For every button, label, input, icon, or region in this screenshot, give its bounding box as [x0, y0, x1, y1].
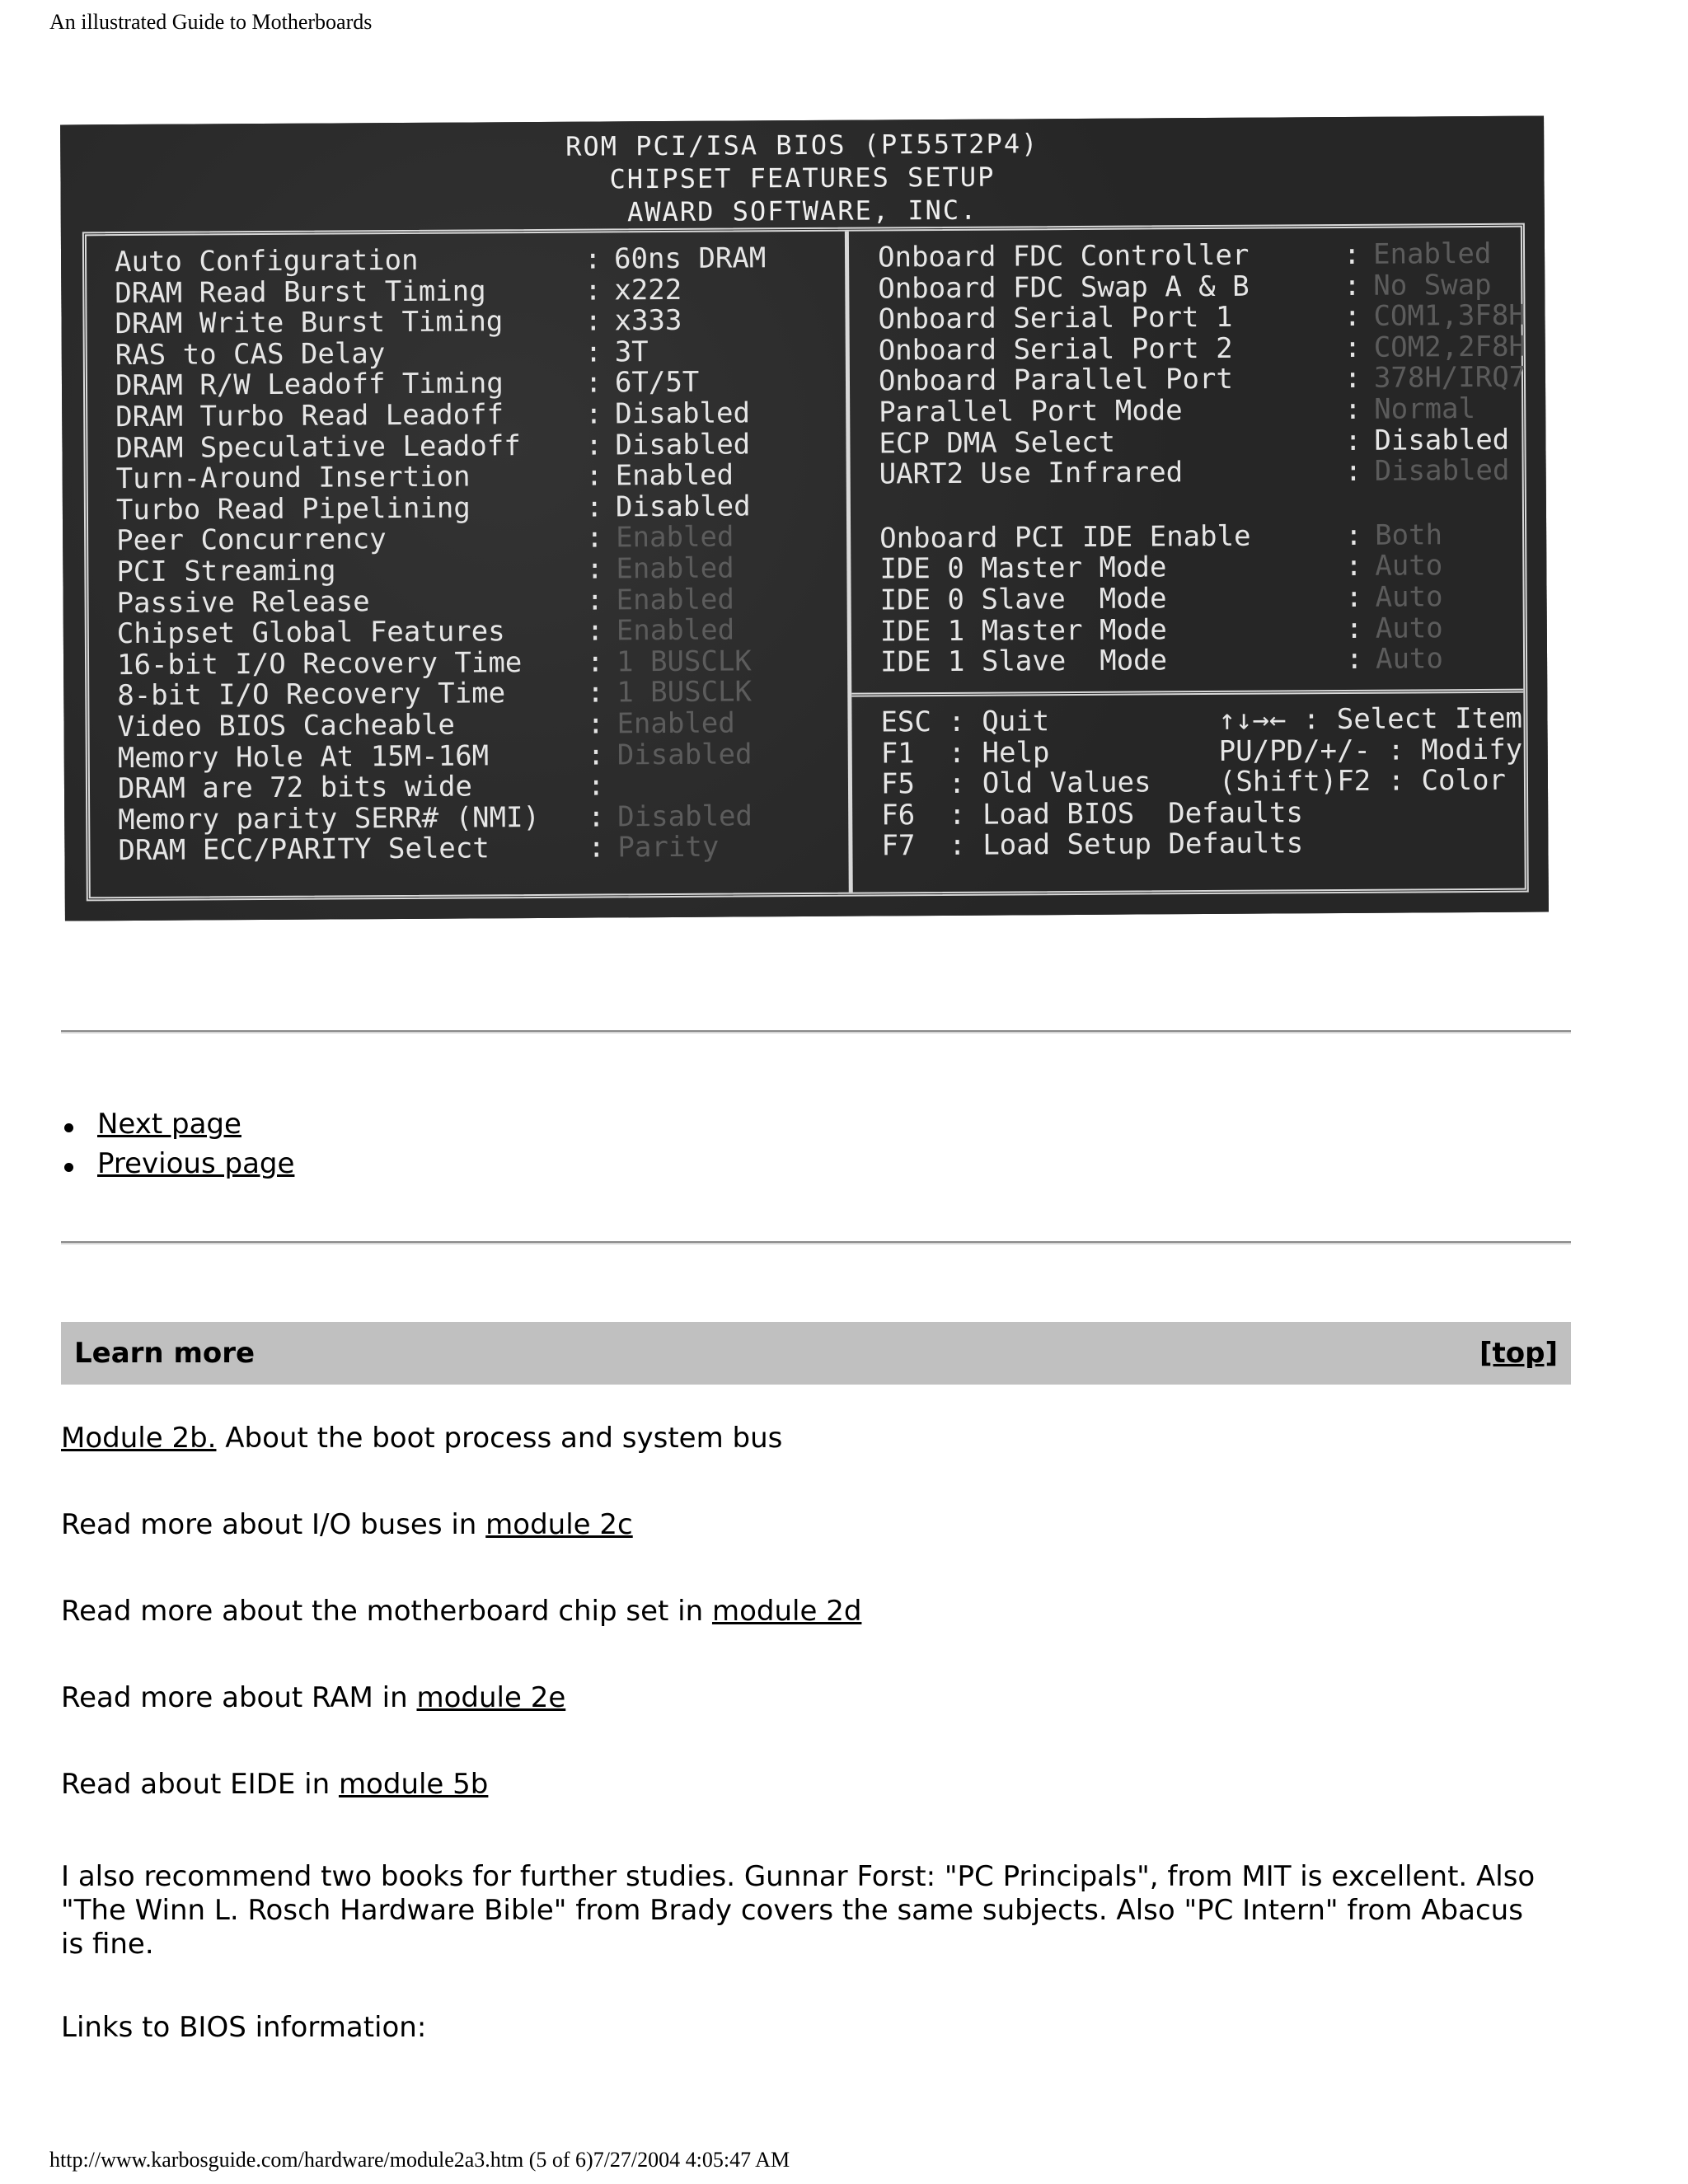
bios-setting-label: 8-bit I/O Recovery Time [117, 677, 506, 713]
bios-setting-label: DRAM Read Burst Timing [115, 274, 486, 310]
bios-setting-value: Auto [1375, 642, 1444, 676]
bios-key-hint: (Shift)F2 : Color [1218, 763, 1507, 799]
learn-more-bar [61, 1322, 1571, 1385]
bios-key-hint: ESC : Quit [880, 705, 1050, 739]
bios-colon: : [586, 583, 604, 617]
bios-setting-label: Memory Hole At 15M-16M [117, 738, 490, 775]
bios-right-column [878, 238, 1557, 678]
bios-setting-label: DRAM Speculative Leadoff [115, 429, 521, 465]
bios-colon: : [584, 242, 602, 276]
bios-setting-row [118, 832, 799, 867]
bios-setting-value: Auto [1375, 580, 1443, 614]
bios-setting-value: 1 BUSCLK [616, 644, 752, 679]
bios-setting-value: COM2,2F8H [1373, 330, 1526, 364]
bios-setting-value: Disabled [615, 396, 751, 431]
bios-setting-label: Turbo Read Pipelining [115, 491, 471, 527]
bios-setting-label: Video BIOS Cacheable [117, 708, 456, 744]
bios-colon: : [585, 459, 603, 493]
paragraph-text: Read more about I/O buses in [61, 1508, 486, 1541]
bios-colon: : [587, 707, 605, 741]
top-link[interactable]: [top] [1479, 1337, 1558, 1370]
bios-setting-value: Enabled [615, 458, 734, 493]
bios-setting-label: Memory parity SERR# (NMI) [118, 800, 541, 837]
bios-colon: : [1343, 362, 1362, 396]
bios-colon: : [584, 366, 603, 400]
bios-colon: : [1345, 518, 1362, 552]
bios-colon: : [586, 614, 604, 648]
bios-key-hint: F6 : Load BIOS Defaults [881, 796, 1304, 832]
bios-setting-value: 60ns DRAM [613, 241, 767, 276]
bios-setting-label: DRAM ECC/PARITY Select [118, 832, 490, 868]
next-page-link[interactable]: Next page [97, 1108, 241, 1141]
bios-setting-label: 16-bit I/O Recovery Time [116, 645, 523, 682]
bios-setting-row [880, 644, 1557, 679]
bios-divider-horizontal [851, 689, 1523, 697]
bios-setting-value: Disabled [1374, 453, 1510, 488]
bios-setting-value: Enabled [616, 551, 734, 586]
bios-setting-value: No Swap [1373, 268, 1492, 302]
bios-colon: : [584, 335, 603, 369]
bios-setting-label: RAS to CAS Delay [115, 336, 386, 372]
paragraph-io-buses [61, 1508, 1545, 1542]
bios-key-hint: PU/PD/+/- : Modify [1218, 733, 1523, 768]
print-footer: http://www.karbosguide.com/hardware/module2a3.htm (5 of 6)7/27/2004 4:05:47 AM [49, 2148, 790, 2172]
bios-setting-value: 3T [614, 335, 649, 369]
paragraph-bios-links: Links to BIOS information: [61, 2011, 427, 2044]
bios-key-hint: F5 : Old Values [880, 766, 1151, 801]
bios-colon: : [588, 800, 605, 834]
bios-colon: : [585, 490, 603, 524]
bios-colon: : [586, 645, 604, 679]
bios-key-help [880, 701, 1532, 863]
bios-colon: : [1344, 424, 1362, 457]
bios-colon: : [584, 274, 602, 307]
paragraph-text: Read more about RAM in [61, 1681, 417, 1714]
bios-title-line: AWARD SOFTWARE, INC. [626, 194, 978, 228]
bios-colon: : [1345, 550, 1362, 583]
print-header: An illustrated Guide to Motherboards [49, 10, 373, 34]
bios-setting-row [115, 274, 795, 310]
bios-key-hint [1219, 796, 1532, 829]
module-2c-link[interactable]: module 2c [485, 1508, 633, 1541]
bios-setting-label: Turn-Around Insertion [115, 460, 471, 496]
bios-screenshot [60, 116, 1549, 921]
bios-setting-value: Disabled [615, 490, 751, 524]
nav-item-previous [61, 1144, 294, 1183]
bios-setting-label: IDE 1 Slave Mode [879, 644, 1168, 679]
paragraph-eide [61, 1768, 1545, 1802]
bios-setting-label: Onboard FDC Swap A & B [878, 269, 1250, 306]
bios-setting-label: Onboard PCI IDE Enable [879, 519, 1251, 555]
paragraph-text: Read more about the motherboard chip set in [61, 1595, 712, 1628]
bios-colon: : [585, 397, 603, 431]
bios-setting-value: Disabled [1374, 423, 1510, 457]
bios-setting-row [880, 612, 1557, 648]
bios-setting-row [879, 453, 1556, 491]
bios-colon: : [587, 738, 605, 772]
bios-setting-value: x333 [614, 304, 682, 338]
module-2e-link[interactable]: module 2e [416, 1681, 566, 1714]
bios-colon: : [585, 429, 603, 462]
bios-setting-value: Disabled [617, 799, 753, 834]
learn-more-title: Learn more [74, 1337, 256, 1370]
bios-setting-value: Auto [1375, 611, 1443, 645]
bios-colon: : [1344, 455, 1362, 489]
bios-setting-label: Onboard FDC Controller [877, 238, 1250, 274]
bios-title-line: ROM PCI/ISA BIOS (PI55T2P4) [565, 128, 1039, 162]
bios-setting-label: Onboard Serial Port 1 [878, 301, 1233, 336]
paragraph-text: Read about EIDE in [61, 1768, 339, 1801]
bios-setting-label: DRAM Write Burst Timing [115, 305, 504, 341]
bios-colon: : [1343, 237, 1361, 271]
bios-title [60, 124, 1545, 232]
module-2d-link[interactable]: module 2d [711, 1595, 862, 1628]
bios-setting-value: Enabled [1372, 237, 1492, 271]
bios-setting-label: Onboard Serial Port 2 [878, 331, 1233, 368]
bios-key-hint [1219, 827, 1532, 860]
bios-frame [82, 223, 1529, 902]
bios-setting-value: Enabled [616, 613, 735, 648]
page-nav [61, 1104, 294, 1183]
bios-setting-row [115, 243, 795, 279]
bios-key-row [881, 827, 1532, 862]
previous-page-link[interactable]: Previous page [97, 1147, 295, 1180]
bios-setting-value: Both [1375, 518, 1443, 552]
paragraph-module-2b [61, 1422, 1545, 1455]
bios-setting-label: ECP DMA Select [879, 425, 1116, 461]
bios-colon: : [586, 521, 603, 555]
bios-setting-value: Disabled [615, 427, 751, 462]
bios-setting-label: DRAM Turbo Read Leadoff [115, 398, 504, 434]
bios-setting-value: 6T/5T [614, 366, 700, 400]
bios-setting-value: Auto [1375, 549, 1443, 583]
bios-setting-label: DRAM R/W Leadoff Timing [115, 367, 504, 403]
bios-setting-label: UART2 Use Infrared [879, 456, 1184, 491]
bios-setting-value: Normal [1374, 391, 1476, 426]
bios-spacer [879, 486, 1556, 523]
paragraph-chip-set [61, 1595, 1545, 1629]
nav-item-next [61, 1104, 294, 1144]
bios-colon: : [1345, 642, 1363, 677]
bios-colon: : [588, 831, 606, 865]
bios-colon: : [584, 304, 603, 338]
module-2b-link[interactable]: Module 2b. [61, 1422, 217, 1455]
bios-setting-label: Peer Concurrency [116, 523, 387, 558]
module-5b-link[interactable]: module 5b [338, 1768, 489, 1801]
bios-key-row [881, 796, 1532, 831]
horizontal-rule [61, 1241, 1571, 1244]
bios-left-column [115, 243, 799, 867]
bios-setting-value [617, 770, 799, 802]
bios-colon: : [1345, 580, 1363, 614]
bios-setting-label: PCI Streaming [116, 554, 336, 589]
bios-key-hint: F7 : Load Setup Defaults [881, 827, 1304, 863]
bios-setting-value: 1 BUSCLK [617, 675, 753, 710]
bios-setting-label: Parallel Port Mode [879, 394, 1183, 429]
bios-setting-label: Passive Release [116, 584, 370, 620]
bios-colon: : [1343, 300, 1362, 334]
bios-setting-value: COM1,3F8H [1373, 298, 1526, 333]
bios-colon: : [1343, 330, 1362, 364]
bios-setting-value: Enabled [616, 520, 734, 555]
bios-setting-value: Parity [617, 830, 720, 865]
bios-setting-value: Enabled [617, 706, 735, 741]
bios-colon: : [1345, 612, 1363, 645]
bios-title-line: CHIPSET FEATURES SETUP [609, 161, 996, 195]
paragraph-books: I also recommend two books for further studies. Gunnar Forst: "PC Principals", from MIT is excellent. Also "The Winn L. Rosch Hardware Bible" from Brady covers the same subjects. Also "PC Intern" from Abacus is fine. [61, 1860, 1536, 1961]
bios-setting-row [879, 519, 1556, 555]
bios-setting-label: Auto Configuration [114, 243, 419, 279]
bios-setting-label: DRAM are 72 bits wide [117, 770, 472, 806]
bios-colon: : [587, 769, 605, 803]
bios-colon: : [587, 676, 604, 710]
bios-setting-value: 378H/IRQ7 [1373, 361, 1526, 396]
bios-divider-vertical [845, 232, 853, 893]
bios-setting-value: Disabled [617, 737, 753, 771]
bios-colon: : [586, 552, 603, 586]
bios-key-row [880, 763, 1532, 801]
bios-setting-label: IDE 0 Master Mode [879, 551, 1167, 586]
bios-setting-value: x222 [614, 273, 682, 307]
horizontal-rule [61, 1030, 1571, 1033]
bios-colon: : [1343, 269, 1361, 302]
bios-setting-row [118, 739, 799, 775]
bios-setting-row [879, 581, 1556, 616]
bios-colon: : [1344, 392, 1362, 426]
bios-key-hint: ↑↓→← : Select Item [1218, 701, 1523, 737]
bios-setting-label: IDE 0 Slave Mode [879, 582, 1167, 617]
bios-key-hint: F1 : Help [880, 735, 1050, 771]
bios-setting-value: Enabled [616, 583, 735, 616]
paragraph-ram [61, 1681, 1545, 1715]
bios-setting-label: Chipset Global Features [116, 615, 505, 651]
bios-setting-row [115, 305, 795, 340]
bios-setting-row [879, 551, 1556, 586]
bios-setting-label: Onboard Parallel Port [878, 363, 1233, 398]
paragraph-text: About the boot process and system bus [216, 1422, 783, 1455]
bios-setting-label: IDE 1 Master Mode [879, 612, 1167, 648]
